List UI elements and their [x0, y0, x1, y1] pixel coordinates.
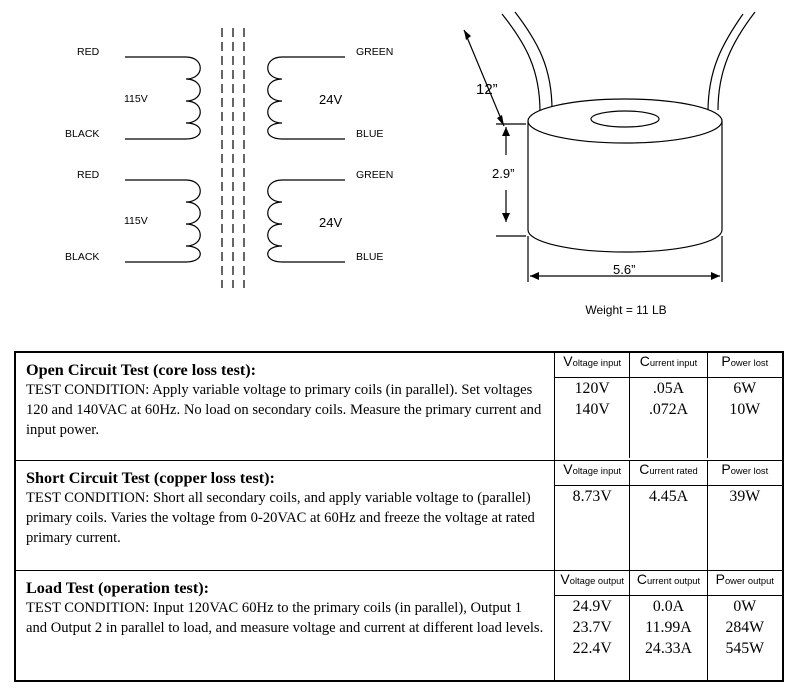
header-initial: V: [563, 460, 573, 477]
measurement-value: 545W: [725, 639, 765, 657]
measurement-value: 6W: [733, 380, 757, 397]
column-header: [555, 571, 630, 596]
weight-label: Weight = 11 LB: [585, 303, 667, 317]
lower-primary-voltage: 115V: [124, 215, 148, 227]
load-test-row: [15, 570, 783, 681]
measurement-value: 0.0A: [652, 597, 685, 615]
header-rest: oltage input: [572, 464, 622, 476]
measurement-value: 140V: [574, 401, 610, 418]
value-column: [707, 485, 782, 570]
header-rest: ower lost: [730, 464, 769, 476]
load-measurements: [555, 570, 784, 681]
header-initial: V: [563, 353, 573, 369]
load-test-description: [15, 570, 555, 681]
measurement-value: 10W: [729, 401, 761, 418]
upper-secondary-top-label: GREEN: [356, 46, 394, 58]
header-initial: C: [639, 460, 650, 477]
upper-primary-bottom-label: BLACK: [65, 128, 100, 140]
test-title: Open Circuit Test (core loss test):: [26, 361, 257, 379]
lower-secondary-bottom-label: BLUE: [356, 251, 384, 263]
column-header: [630, 571, 707, 596]
upper-secondary-voltage: 24V: [319, 92, 343, 107]
test-results-table: [14, 351, 784, 682]
toroid-drawing: [460, 0, 780, 300]
value-column: [630, 485, 707, 570]
header-rest: oltage input: [572, 357, 622, 368]
header-rest: urrent output: [646, 574, 701, 586]
measurement-value: 24.9V: [572, 597, 612, 615]
lead-dimension-line: [464, 30, 504, 126]
column-header: [555, 353, 630, 378]
test-condition: TEST CONDITION: Short all secondary coils, and apply variable voltage to (parallel) primary coils. Varies the voltage from 0-20VAC at 60Hz and freeze the voltage at rated primary current.: [26, 489, 535, 546]
measurement-value: 8.73V: [572, 487, 612, 505]
measurement-value: 22.4V: [572, 639, 612, 657]
column-header: [707, 461, 782, 486]
left-lead-inner: [515, 12, 552, 110]
lower-primary-coil: [186, 180, 200, 262]
lower-secondary-coil: [268, 180, 282, 262]
measurement-value: .072A: [648, 401, 689, 418]
left-lead-outer: [502, 14, 540, 112]
lead-length-label: 12”: [476, 81, 498, 98]
header-initial: P: [715, 570, 725, 587]
measurement-value: 284W: [725, 618, 765, 636]
open-circuit-measurements: [555, 352, 784, 460]
header-initial: P: [721, 460, 731, 477]
lower-primary-bottom-label: BLACK: [65, 251, 100, 263]
open-circuit-test-description: [15, 352, 555, 460]
diameter-label: 5.6”: [613, 262, 636, 277]
value-column: [555, 595, 630, 680]
column-header: [707, 353, 782, 378]
measurement-value: 24.33A: [645, 639, 692, 657]
column-header: [630, 461, 707, 486]
header-initial: C: [636, 570, 647, 587]
measurement-value: 11.99A: [645, 618, 692, 636]
column-header: [707, 571, 782, 596]
value-column: [630, 595, 707, 680]
core-lines: [222, 28, 244, 288]
column-header: [555, 461, 630, 486]
measurement-value: 39W: [729, 487, 761, 505]
right-lead-outer: [718, 12, 755, 110]
header-rest: oltage output: [569, 574, 624, 586]
test-condition: TEST CONDITION: Apply variable voltage to primary coils (in parallel). Set voltages 120 and 140VAC at 60Hz. No load on secondary coils. Measure the primary current and input power.: [26, 382, 542, 438]
upper-primary-voltage: 115V: [124, 93, 148, 105]
toroid-top: [528, 99, 722, 143]
measurement-value: 4.45A: [648, 487, 689, 505]
column-header: [630, 353, 707, 378]
upper-primary-top-label: RED: [77, 46, 100, 58]
header-initial: C: [639, 353, 650, 369]
header-initial: V: [560, 570, 570, 587]
header-rest: urrent rated: [649, 464, 698, 476]
header-rest: urrent input: [649, 357, 698, 368]
upper-secondary-bottom-label: BLUE: [356, 128, 384, 140]
value-column: [630, 378, 707, 459]
header-rest: ower lost: [730, 357, 769, 368]
measurement-value: 23.7V: [572, 618, 612, 636]
value-column: [707, 378, 782, 459]
measurement-value: .05A: [652, 380, 685, 397]
header-rest: ower output: [724, 574, 774, 586]
measurement-value: 120V: [574, 380, 610, 397]
test-condition: TEST CONDITION: Input 120VAC 60Hz to the primary coils (in parallel), Output 1 and Output 2 in parallel to load, and measure voltage and current at different load levels.: [26, 599, 544, 636]
value-column: [555, 378, 630, 459]
lower-primary-top-label: RED: [77, 169, 100, 181]
measurement-value: 0W: [733, 597, 757, 615]
test-title: Short Circuit Test (copper loss test):: [26, 468, 275, 487]
short-circuit-test-description: [15, 460, 555, 570]
transformer-schematic: [0, 0, 400, 300]
upper-primary-coil: [186, 57, 200, 139]
value-column: [555, 485, 630, 570]
value-column: [707, 595, 782, 680]
height-label: 2.9”: [492, 166, 515, 181]
upper-secondary-coil: [268, 57, 282, 139]
short-circuit-test-row: [15, 460, 783, 570]
open-circuit-test-row: [15, 352, 783, 460]
header-initial: P: [721, 353, 731, 369]
test-title: Load Test (operation test):: [26, 578, 210, 597]
lower-secondary-top-label: GREEN: [356, 169, 394, 181]
lower-secondary-voltage: 24V: [319, 215, 343, 230]
short-circuit-measurements: [555, 460, 784, 570]
